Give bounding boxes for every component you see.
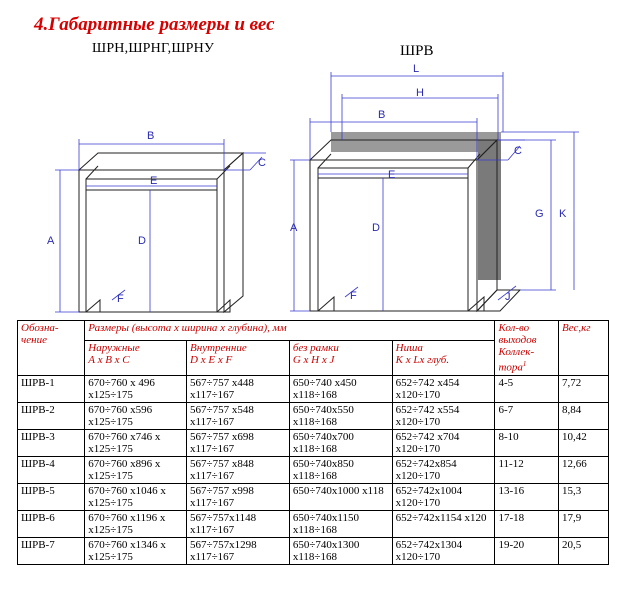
- cell-noframe: 650÷740x1150 x118÷168: [289, 510, 392, 537]
- dim-label-e-right: E: [388, 169, 396, 181]
- cell-noframe: 650÷740x1000 x118: [289, 483, 392, 510]
- cell-outputs: 13-16: [495, 483, 559, 510]
- specification-table: [17, 320, 609, 565]
- cell-name: ШРВ-1: [18, 375, 85, 402]
- dim-label-j: J: [505, 291, 511, 303]
- cell-weight: 20,5: [559, 537, 609, 564]
- cell-niche: 652÷742 x704 x120÷170: [392, 429, 495, 456]
- section-heading: 4.Габаритные размеры и вес: [34, 14, 275, 35]
- cell-weight: 12,66: [559, 456, 609, 483]
- cell-niche: 652÷742x1004 x120÷170: [392, 483, 495, 510]
- cell-inner: 567÷757x1298 x117÷167: [187, 537, 290, 564]
- cell-noframe: 650÷740 x450 x118÷168: [289, 375, 392, 402]
- header-niche: Ниша K x Lx глуб.: [392, 340, 495, 375]
- cell-noframe: 650÷740x700 x118÷168: [289, 429, 392, 456]
- left-cabinet-drawing: [47, 130, 266, 312]
- dim-label-e: E: [150, 175, 158, 187]
- cell-outer: 670÷760 x1346 x x125÷175: [85, 537, 187, 564]
- dim-label-d: D: [138, 235, 146, 247]
- table-row: [18, 510, 609, 537]
- dim-label-b: B: [147, 130, 155, 142]
- cell-outputs: 4-5: [495, 375, 559, 402]
- cell-outputs: 17-18: [495, 510, 559, 537]
- right-cabinet-drawing: [290, 63, 579, 311]
- cell-outer: 670÷760 x1196 x x125÷175: [85, 510, 187, 537]
- cell-outputs: 19-20: [495, 537, 559, 564]
- right-drawing-caption: ШРВ: [400, 43, 434, 59]
- cell-inner: 567÷757 x448 x117÷167: [187, 375, 290, 402]
- cell-outer: 670÷760 x746 x x125÷175: [85, 429, 187, 456]
- dim-label-c-right: C: [514, 145, 522, 157]
- cell-name: ШРВ-5: [18, 483, 85, 510]
- cell-inner: 567÷757 x998 x117÷167: [187, 483, 290, 510]
- dim-label-g: G: [535, 208, 544, 220]
- header-outputs: Кол-во выходов Коллек-тора$^1$: [495, 321, 559, 376]
- table-row: [18, 429, 609, 456]
- dim-label-h: H: [416, 87, 424, 99]
- cell-name: ШРВ-2: [18, 402, 85, 429]
- cell-niche: 652÷742x1304 x120÷170: [392, 537, 495, 564]
- dim-label-f: F: [117, 293, 124, 305]
- table-row: [18, 483, 609, 510]
- cell-niche: 652÷742 x454 x120÷170: [392, 375, 495, 402]
- header-outer: Наружные A x B x C: [85, 340, 187, 375]
- cell-name: ШРВ-6: [18, 510, 85, 537]
- dim-label-a-right: A: [290, 222, 298, 234]
- cell-outer: 670÷760 x896 x x125÷175: [85, 456, 187, 483]
- cell-inner: 567÷757x1148 x117÷167: [187, 510, 290, 537]
- table-row: [18, 402, 609, 429]
- dim-label-b-right: B: [378, 109, 386, 121]
- table-row: [18, 375, 609, 402]
- cell-inner: 567÷757 x848 x117÷167: [187, 456, 290, 483]
- cell-noframe: 650÷740x850 x118÷168: [289, 456, 392, 483]
- table-header-row: [18, 321, 609, 341]
- cell-niche: 652÷742x1154 x120: [392, 510, 495, 537]
- cell-name: ШРВ-3: [18, 429, 85, 456]
- cell-inner: 567÷757 x548 x117÷167: [187, 402, 290, 429]
- cell-weight: 10,42: [559, 429, 609, 456]
- cell-weight: 8,84: [559, 402, 609, 429]
- dim-label-a: A: [47, 235, 55, 247]
- cell-noframe: 650÷740x1300 x118÷168: [289, 537, 392, 564]
- cell-weight: 15,3: [559, 483, 609, 510]
- cell-outputs: 11-12: [495, 456, 559, 483]
- cell-weight: 7,72: [559, 375, 609, 402]
- cell-weight: 17,9: [559, 510, 609, 537]
- table-row: [18, 537, 609, 564]
- dim-label-k: K: [559, 208, 567, 220]
- cell-niche: 652÷742x854 x120÷170: [392, 456, 495, 483]
- dim-label-c: C: [258, 157, 266, 169]
- header-inner: Внутренние D x E x F: [187, 340, 290, 375]
- cell-name: ШРВ-4: [18, 456, 85, 483]
- dim-label-l: L: [413, 63, 420, 75]
- table-row: [18, 456, 609, 483]
- cell-inner: 567÷757 x698 x117÷167: [187, 429, 290, 456]
- cell-outer: 670÷760 x 496 x125÷175: [85, 375, 187, 402]
- cell-outputs: 6-7: [495, 402, 559, 429]
- cell-niche: 652÷742 x554 x120÷170: [392, 402, 495, 429]
- header-weight: Вес,кг: [559, 321, 609, 376]
- left-drawing-caption: ШРН,ШРНГ,ШРНУ: [92, 41, 215, 56]
- header-sizes: Размеры (высота х ширина х глубина), мм: [85, 321, 495, 341]
- dim-label-f-right: F: [350, 290, 357, 302]
- cell-outer: 670÷760 x596 x125÷175: [85, 402, 187, 429]
- cell-outer: 670÷760 x1046 x x125÷175: [85, 483, 187, 510]
- header-name: Обозна-чение: [18, 321, 85, 376]
- cell-outputs: 8-10: [495, 429, 559, 456]
- cell-name: ШРВ-7: [18, 537, 85, 564]
- header-noframe: без рамки G x H x J: [289, 340, 392, 375]
- dim-label-d-right: D: [372, 222, 380, 234]
- cell-noframe: 650÷740x550 x118÷168: [289, 402, 392, 429]
